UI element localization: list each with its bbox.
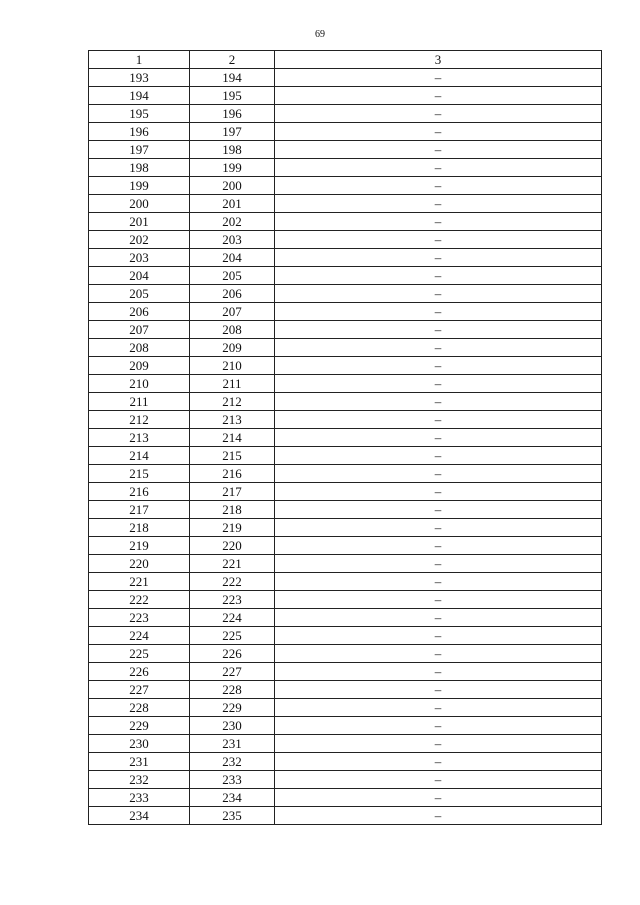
table-cell-col-1: 204 — [89, 267, 190, 285]
table-cell-col-2: 234 — [190, 789, 275, 807]
table-row — [89, 717, 602, 735]
table-cell-col-2: 227 — [190, 663, 275, 681]
table-cell-col-1: 218 — [89, 519, 190, 537]
table-cell-col-1: 222 — [89, 591, 190, 609]
table-row — [89, 519, 602, 537]
table-cell-col-2: 212 — [190, 393, 275, 411]
table-cell-col-3: – — [275, 141, 602, 159]
table-cell-col-3: – — [275, 663, 602, 681]
table-cell-col-2: 202 — [190, 213, 275, 231]
table-row — [89, 321, 602, 339]
table-row — [89, 681, 602, 699]
table-cell-col-1: 201 — [89, 213, 190, 231]
table-cell-col-1: 203 — [89, 249, 190, 267]
table-cell-col-3: – — [275, 411, 602, 429]
table-cell-col-1: 217 — [89, 501, 190, 519]
table-row — [89, 447, 602, 465]
table-cell-col-3: – — [275, 591, 602, 609]
column-header-2: 2 — [190, 51, 275, 69]
table-row — [89, 789, 602, 807]
table-cell-col-2: 221 — [190, 555, 275, 573]
table-cell-col-2: 203 — [190, 231, 275, 249]
table-cell-col-1: 213 — [89, 429, 190, 447]
table-cell-col-1: 220 — [89, 555, 190, 573]
table-cell-col-1: 225 — [89, 645, 190, 663]
table-row — [89, 591, 602, 609]
table-cell-col-2: 233 — [190, 771, 275, 789]
table-row — [89, 339, 602, 357]
table-cell-col-2: 201 — [190, 195, 275, 213]
table-row — [89, 609, 602, 627]
table-row — [89, 141, 602, 159]
table-cell-col-1: 231 — [89, 753, 190, 771]
table-row — [89, 285, 602, 303]
table-cell-col-2: 219 — [190, 519, 275, 537]
table-row — [89, 663, 602, 681]
table-cell-col-2: 195 — [190, 87, 275, 105]
table-row — [89, 177, 602, 195]
table-cell-col-3: – — [275, 771, 602, 789]
table-cell-col-3: – — [275, 573, 602, 591]
table-cell-col-3: – — [275, 231, 602, 249]
table-cell-col-2: 211 — [190, 375, 275, 393]
table-cell-col-3: – — [275, 195, 602, 213]
table-cell-col-3: – — [275, 177, 602, 195]
table-row — [89, 159, 602, 177]
table-cell-col-1: 209 — [89, 357, 190, 375]
table-row — [89, 393, 602, 411]
table-cell-col-1: 219 — [89, 537, 190, 555]
table-cell-col-3: – — [275, 105, 602, 123]
table-cell-col-3: – — [275, 753, 602, 771]
table-cell-col-2: 204 — [190, 249, 275, 267]
table-cell-col-3: – — [275, 249, 602, 267]
table-cell-col-1: 216 — [89, 483, 190, 501]
table-cell-col-2: 232 — [190, 753, 275, 771]
table-row — [89, 87, 602, 105]
table-row — [89, 231, 602, 249]
table-cell-col-1: 214 — [89, 447, 190, 465]
table-cell-col-3: – — [275, 213, 602, 231]
table-header-row — [89, 51, 602, 69]
data-table — [88, 50, 602, 825]
table-row — [89, 465, 602, 483]
table-cell-col-2: 217 — [190, 483, 275, 501]
table-cell-col-3: – — [275, 609, 602, 627]
table-cell-col-1: 205 — [89, 285, 190, 303]
column-header-1: 1 — [89, 51, 190, 69]
table-row — [89, 249, 602, 267]
table-cell-col-2: 209 — [190, 339, 275, 357]
table-cell-col-2: 224 — [190, 609, 275, 627]
table-cell-col-3: – — [275, 267, 602, 285]
table-cell-col-2: 198 — [190, 141, 275, 159]
table-cell-col-2: 210 — [190, 357, 275, 375]
table-cell-col-2: 216 — [190, 465, 275, 483]
table-cell-col-2: 197 — [190, 123, 275, 141]
table-cell-col-3: – — [275, 789, 602, 807]
table-cell-col-2: 206 — [190, 285, 275, 303]
table-cell-col-3: – — [275, 447, 602, 465]
table-cell-col-3: – — [275, 537, 602, 555]
table-cell-col-1: 229 — [89, 717, 190, 735]
table-cell-col-1: 211 — [89, 393, 190, 411]
table-row — [89, 303, 602, 321]
table-cell-col-1: 232 — [89, 771, 190, 789]
table-cell-col-2: 223 — [190, 591, 275, 609]
table-cell-col-1: 199 — [89, 177, 190, 195]
table-row — [89, 105, 602, 123]
table-row — [89, 555, 602, 573]
table-cell-col-3: – — [275, 159, 602, 177]
table-row — [89, 735, 602, 753]
table-cell-col-3: – — [275, 645, 602, 663]
table-cell-col-3: – — [275, 483, 602, 501]
table-row — [89, 195, 602, 213]
table-row — [89, 411, 602, 429]
table-row — [89, 753, 602, 771]
table-cell-col-1: 196 — [89, 123, 190, 141]
table-cell-col-2: 235 — [190, 807, 275, 825]
table-cell-col-2: 200 — [190, 177, 275, 195]
table-cell-col-1: 228 — [89, 699, 190, 717]
table-cell-col-3: – — [275, 357, 602, 375]
table-cell-col-3: – — [275, 123, 602, 141]
table-cell-col-1: 233 — [89, 789, 190, 807]
page-number: 69 — [315, 29, 325, 40]
table-cell-col-2: 225 — [190, 627, 275, 645]
table-cell-col-1: 212 — [89, 411, 190, 429]
table-cell-col-3: – — [275, 339, 602, 357]
table-cell-col-1: 198 — [89, 159, 190, 177]
table-cell-col-3: – — [275, 429, 602, 447]
column-header-3: 3 — [275, 51, 602, 69]
table-row — [89, 645, 602, 663]
table-cell-col-2: 218 — [190, 501, 275, 519]
table-row — [89, 573, 602, 591]
table-cell-col-3: – — [275, 393, 602, 411]
table-cell-col-1: 221 — [89, 573, 190, 591]
table-cell-col-1: 197 — [89, 141, 190, 159]
table-cell-col-2: 199 — [190, 159, 275, 177]
table-cell-col-3: – — [275, 87, 602, 105]
table-cell-col-2: 205 — [190, 267, 275, 285]
table-cell-col-2: 194 — [190, 69, 275, 87]
table-cell-col-3: – — [275, 69, 602, 87]
table-cell-col-3: – — [275, 555, 602, 573]
table-cell-col-3: – — [275, 735, 602, 753]
table-cell-col-2: 214 — [190, 429, 275, 447]
table-cell-col-1: 193 — [89, 69, 190, 87]
table-cell-col-1: 195 — [89, 105, 190, 123]
table-cell-col-3: – — [275, 321, 602, 339]
table-cell-col-3: – — [275, 375, 602, 393]
table-row — [89, 771, 602, 789]
table-row — [89, 357, 602, 375]
table-cell-col-3: – — [275, 303, 602, 321]
table-row — [89, 69, 602, 87]
table-row — [89, 375, 602, 393]
table-row — [89, 501, 602, 519]
table-cell-col-1: 206 — [89, 303, 190, 321]
table-cell-col-2: 196 — [190, 105, 275, 123]
table-body — [89, 69, 602, 825]
table-cell-col-3: – — [275, 681, 602, 699]
table-cell-col-1: 223 — [89, 609, 190, 627]
table-cell-col-3: – — [275, 519, 602, 537]
table-cell-col-2: 215 — [190, 447, 275, 465]
table-cell-col-2: 229 — [190, 699, 275, 717]
table-row — [89, 699, 602, 717]
table-cell-col-3: – — [275, 699, 602, 717]
table-cell-col-1: 194 — [89, 87, 190, 105]
table-row — [89, 213, 602, 231]
table-cell-col-1: 227 — [89, 681, 190, 699]
table-row — [89, 537, 602, 555]
table-row — [89, 627, 602, 645]
table-cell-col-1: 234 — [89, 807, 190, 825]
table-cell-col-3: – — [275, 465, 602, 483]
table-row — [89, 807, 602, 825]
table-cell-col-1: 226 — [89, 663, 190, 681]
table-cell-col-1: 230 — [89, 735, 190, 753]
table-cell-col-1: 208 — [89, 339, 190, 357]
table-cell-col-1: 210 — [89, 375, 190, 393]
table-cell-col-2: 207 — [190, 303, 275, 321]
table-cell-col-3: – — [275, 285, 602, 303]
table-cell-col-2: 231 — [190, 735, 275, 753]
table-cell-col-3: – — [275, 501, 602, 519]
table-cell-col-3: – — [275, 807, 602, 825]
table-row — [89, 429, 602, 447]
table-cell-col-2: 220 — [190, 537, 275, 555]
table-cell-col-1: 200 — [89, 195, 190, 213]
table-cell-col-1: 215 — [89, 465, 190, 483]
table-cell-col-1: 202 — [89, 231, 190, 249]
table-cell-col-2: 230 — [190, 717, 275, 735]
table-cell-col-2: 222 — [190, 573, 275, 591]
table-row — [89, 483, 602, 501]
table-cell-col-2: 213 — [190, 411, 275, 429]
table-cell-col-2: 226 — [190, 645, 275, 663]
table-cell-col-1: 224 — [89, 627, 190, 645]
table-row — [89, 123, 602, 141]
table-row — [89, 267, 602, 285]
table-cell-col-2: 208 — [190, 321, 275, 339]
table-cell-col-3: – — [275, 717, 602, 735]
table-cell-col-1: 207 — [89, 321, 190, 339]
table-cell-col-3: – — [275, 627, 602, 645]
table-cell-col-2: 228 — [190, 681, 275, 699]
